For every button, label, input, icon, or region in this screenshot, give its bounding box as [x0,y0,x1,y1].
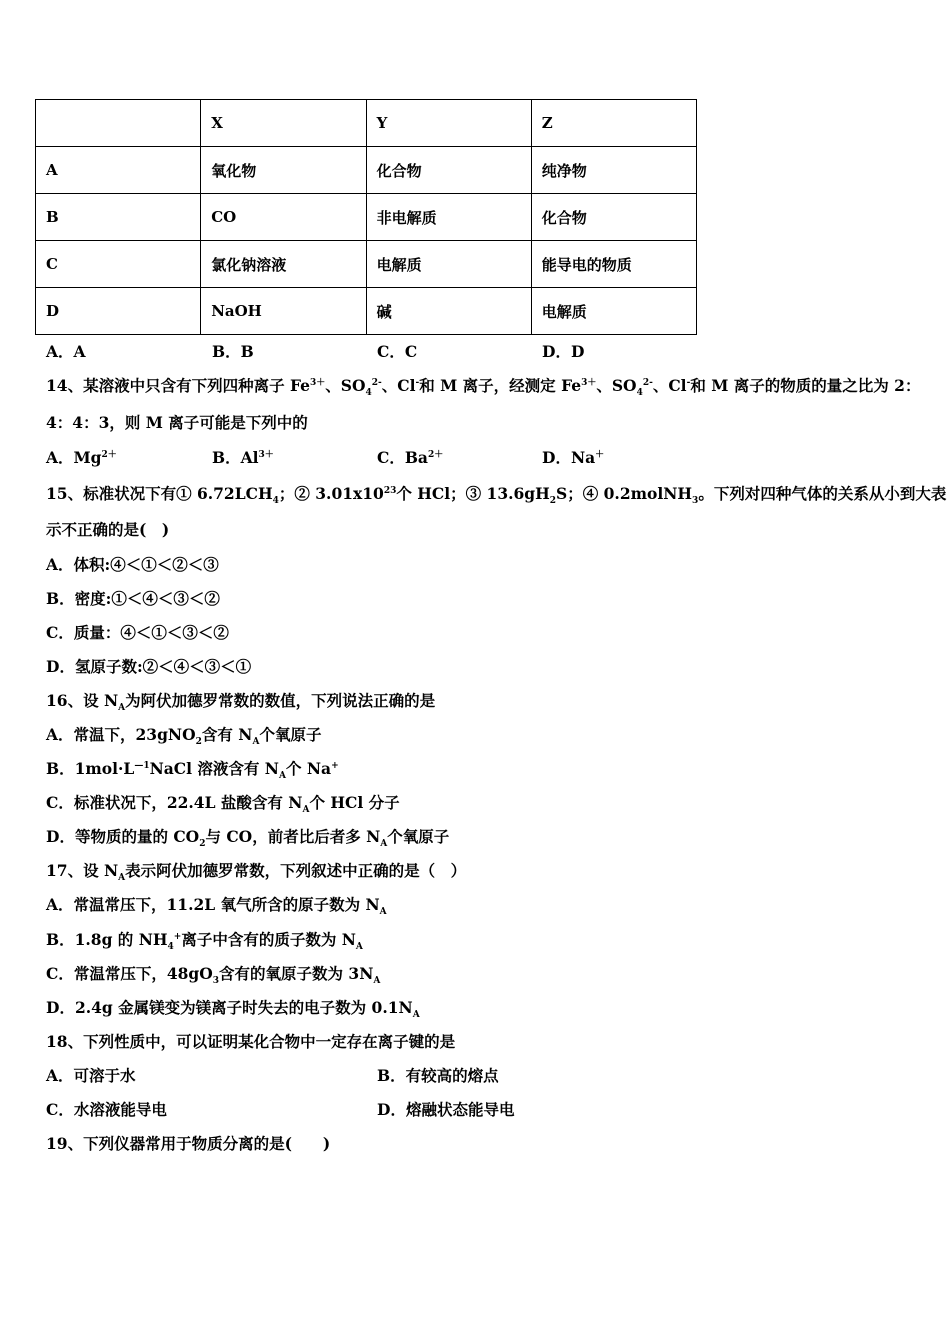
superscript: 3＋ [310,377,326,388]
subscript: 4 [272,496,279,507]
text-run: 和 M 离子的物质的量之比为 2： [690,376,921,395]
text-run: 个氧原子 [387,827,450,846]
table-cell: C [36,241,201,288]
table-cell: 碱 [366,288,531,335]
text-run: C．常温常压下，48gO [46,964,213,983]
table-cell: Y [366,100,531,147]
text-run: D．2.4g 金属镁变为镁离子时失去的电子数为 0.1N [46,998,413,1017]
text-run: A．常温下，23gNO [46,725,196,744]
subscript: 3 [212,976,220,987]
q15-option-c: C．质量：④＜①＜③＜② [46,623,229,642]
table-cell: 电解质 [531,288,696,335]
q16-option-d [46,827,450,850]
q16-stem [46,691,436,714]
text-run: 17、设 N [46,861,119,880]
text-run: B．1.8g 的 NH [46,930,168,949]
table-cell: 化合物 [366,147,531,194]
q18-option-d: D．熔融状态能导电 [377,1100,515,1119]
q15-stem-line1 [46,484,947,507]
q14-option-d [542,448,604,468]
subscript: 2 [199,839,206,850]
superscript: 3＋ [258,449,274,460]
q14-stem-line2: 4：4：3，则 M 离子可能是下列中的 [46,413,308,432]
q15-stem-line2: 示不正确的是( ) [46,520,170,539]
table-cell: A [36,147,201,194]
q13-option-b: B．B [212,342,254,361]
subscript: A [412,1010,420,1021]
text-run: 、SO [596,376,637,395]
superscript: - [686,377,691,388]
subscript: A [379,907,387,918]
table-row [36,241,697,288]
table-cell: Z [531,100,696,147]
text-run: A．Mg [46,448,102,467]
q18-option-b: B．有较高的熔点 [377,1066,499,1085]
table-cell: B [36,194,201,241]
text-run: 15、标准状况下有① 6.72LCH [46,484,273,503]
q18-stem: 18、下列性质中，可以证明某化合物中一定存在离子键的是 [46,1032,456,1051]
table-cell: 纯净物 [531,147,696,194]
subscript: A [252,737,260,748]
q14-option-c [377,448,443,468]
superscript: + [331,760,339,771]
text-run: 含有 N [201,725,253,744]
text-run: 表示阿伏加德罗常数，下列叙述中正确的是（ ） [125,861,467,880]
table-cell: 氯化钠溶液 [201,241,366,288]
subscript: 2 [549,496,557,507]
text-run: 个 HCl 分子 [309,793,400,812]
q17-option-a [46,895,387,918]
table-header-row [36,100,697,147]
text-run: D．Na [542,448,596,467]
text-run: 和 M 离子，经测定 Fe [419,376,582,395]
text-run: 与 CO，前者比后者多 N [205,827,381,846]
text-run: 离子中含有的质子数为 N [181,930,356,949]
table-cell: 电解质 [366,241,531,288]
text-run: 个 Na [285,759,332,778]
text-run: 个 HCl；③ 13.6gH [396,484,550,503]
table-cell [36,100,201,147]
superscript: ＋ [595,449,605,460]
text-run: NaCl 溶液含有 N [149,759,279,778]
table-cell: D [36,288,201,335]
subscript: A [355,942,363,953]
table-cell: 非电解质 [366,194,531,241]
table-cell: 氧化物 [201,147,366,194]
text-run: A．常温常压下，11.2L 氧气所含的原子数为 N [46,895,380,914]
text-run: B．Al [212,448,259,467]
text-run: 、SO [325,376,366,395]
text-run: C．标准状况下，22.4L 盐酸含有 N [46,793,303,812]
classification-table [35,99,697,335]
text-run: S；④ 0.2molNH [556,484,693,503]
subscript: 4 [636,388,643,399]
superscript: 2＋ [427,449,444,460]
subscript: 3 [692,496,699,507]
q16-option-b [46,759,339,782]
table-cell: NaOH [201,288,366,335]
q17-stem [46,861,467,884]
q13-option-d: D．D [542,342,585,361]
q18-option-c: C．水溶液能导电 [46,1100,167,1119]
subscript: A [118,873,126,884]
subscript: A [373,976,381,987]
text-run: 。下列对四种气体的关系从小到大表 [698,484,947,503]
text-run: 、Cl [381,376,416,395]
superscript: 23 [383,485,397,496]
text-run: D．等物质的量的 CO [46,827,200,846]
table-row [36,288,697,335]
q16-option-c [46,793,400,816]
table-cell: X [201,100,366,147]
table-cell: CO [201,194,366,241]
subscript: A [278,771,286,782]
text-run: B．1mol·L [46,759,135,778]
superscript: - [415,377,420,388]
q19-stem: 19、下列仪器常用于物质分离的是( ) [46,1134,331,1153]
superscript: 2- [642,377,653,388]
q16-option-a [46,725,322,748]
text-run: 含有的氧原子数为 3N [219,964,374,983]
text-run: 16、设 N [46,691,119,710]
subscript: A [302,805,310,816]
q17-option-d [46,998,420,1021]
subscript: A [380,839,388,850]
q15-option-d: D．氢原子数:②＜④＜③＜① [46,657,252,676]
q17-option-c [46,964,381,987]
table-cell: 化合物 [531,194,696,241]
q14-option-b [212,448,274,468]
q14-option-a [46,448,117,468]
q13-option-c: C．C [377,342,418,361]
subscript: 4 [167,942,174,953]
q14-stem-line1 [46,376,921,399]
q13-option-a: A．A [46,342,86,361]
superscript: —1 [134,760,150,771]
superscript: 2- [371,377,382,388]
text-run: 个氧原子 [259,725,322,744]
text-run: C．Ba [377,448,428,467]
text-run: 、Cl [652,376,687,395]
superscript: 3＋ [581,377,597,388]
q17-option-b [46,930,363,953]
table-row [36,194,697,241]
q18-option-a: A．可溶于水 [46,1066,136,1085]
q15-option-a: A．体积:④＜①＜②＜③ [46,555,219,574]
table-row [36,147,697,194]
subscript: 2 [195,737,202,748]
superscript: 2＋ [101,449,117,460]
subscript: A [118,703,126,714]
q15-option-b: B．密度:①＜④＜③＜② [46,589,220,608]
subscript: 4 [365,388,372,399]
superscript: + [173,931,182,942]
table-cell: 能导电的物质 [531,241,696,288]
text-run: ；② 3.01x10 [278,484,384,503]
text-run: 为阿伏加德罗常数的数值，下列说法正确的是 [125,691,436,710]
text-run: 14、某溶液中只含有下列四种离子 Fe [46,376,310,395]
